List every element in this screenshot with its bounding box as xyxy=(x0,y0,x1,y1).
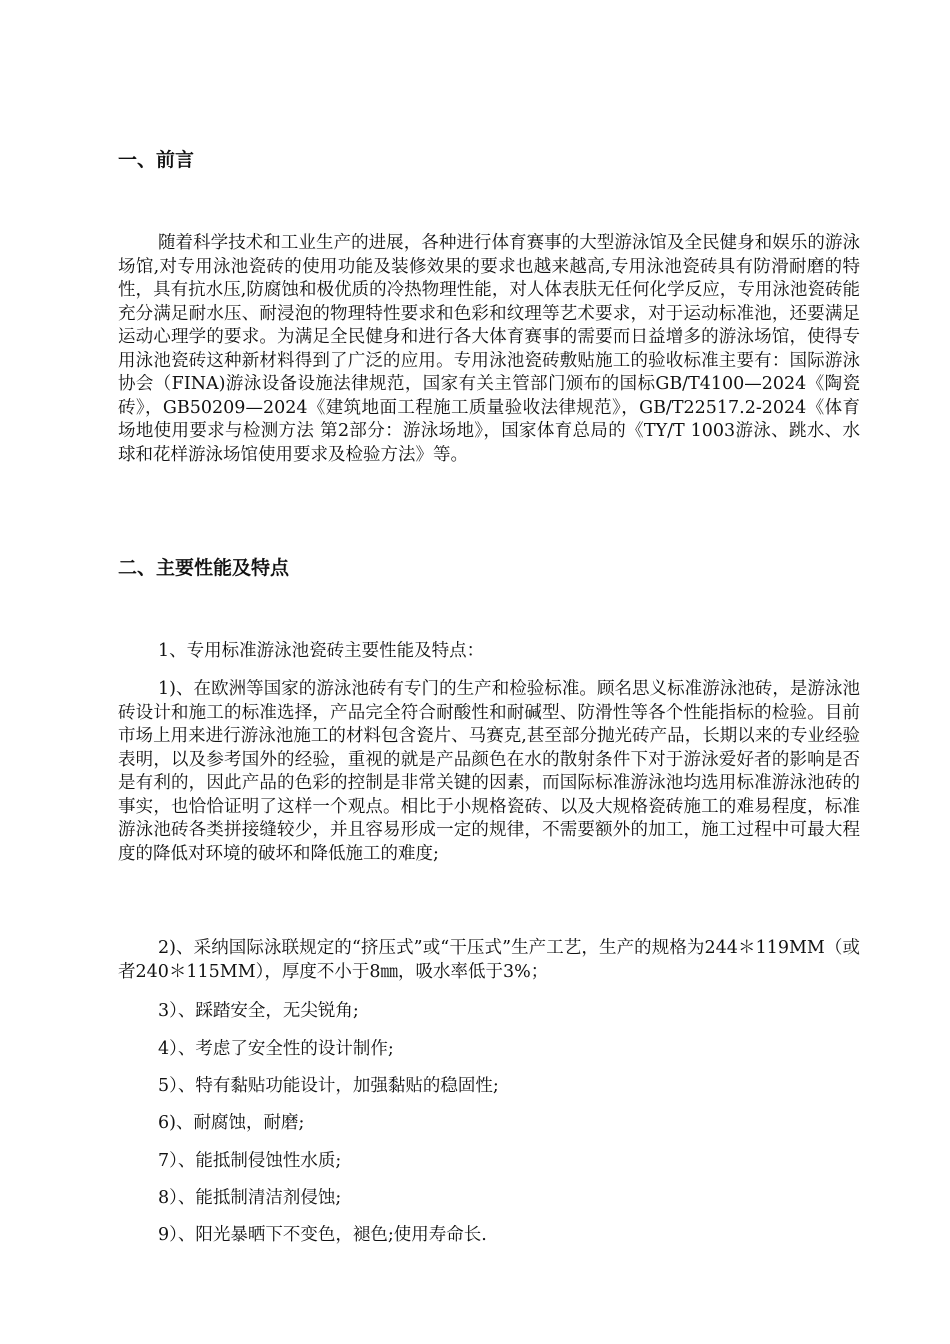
section-heading-preface: 一、前言 xyxy=(118,149,195,171)
section-heading-features: 二、主要性能及特点 xyxy=(118,557,290,579)
feature-paragraph-2: 2)、采纳国际泳联规定的“挤压式”或“干压式”生产工艺，生产的规格为244＊119MM（或者240＊115MM），厚度不小于8㎜，吸水率低于3%； xyxy=(118,938,860,982)
feature-paragraph-1: 1)、在欧洲等国家的游泳池砖有专门的生产和检验标准。顾名思义标准游泳池砖，是游泳池砖设计和施工的标准选择，产品完全符合耐酸性和耐碱型、防滑性等各个性能指标的检验。目前市场上用来进行游泳池施工的材料包含瓷片、马赛克,甚至部分抛光砖产品，长期以来的专业经验表明，以及参考国外的经验，重视的就是产品颜色在水的散射条件下对于游泳爱好者的影响是否是有利的，因此产品的色彩的控制是非常关键的因素，而国际标准游泳池均选用标准游泳池砖的事实，也恰恰证明了这样一个观点。相比于小规格瓷砖、以及大规格瓷砖施工的难易程度，标准游泳池砖各类拼接缝较少，并且容易形成一定的规律，不需要额外的加工，施工过程中可最大程度的降低对环境的破坏和降低施工的难度; xyxy=(118,679,860,864)
feature-item: 7）、能抵制侵蚀性水质; xyxy=(158,1151,342,1171)
features-intro: 1、专用标准游泳池瓷砖主要性能及特点： xyxy=(158,641,485,661)
feature-item: 4）、考虑了安全性的设计制作; xyxy=(158,1039,394,1059)
feature-item: 6)、耐腐蚀，耐磨; xyxy=(158,1113,305,1133)
feature-item: 8）、能抵制清洁剂侵蚀; xyxy=(158,1188,342,1208)
feature-item: 5）、特有黏贴功能设计，加强黏贴的稳固性; xyxy=(158,1076,499,1096)
feature-item: 3）、踩踏安全，无尖锐角; xyxy=(158,1001,359,1021)
feature-item: 9）、阳光暴晒下不变色，褪色;使用寿命长. xyxy=(158,1225,487,1245)
preface-paragraph: 随着科学技术和工业生产的进展，各种进行体育赛事的大型游泳馆及全民健身和娱乐的游泳场馆,对专用泳池瓷砖的使用功能及装修效果的要求也越来越高,专用泳池瓷砖具有防滑耐磨的特性，具有抗水压,防腐蚀和极优质的冷热物理性能，对人体表肤无任何化学反应，专用泳池瓷砖能充分满足耐水压、耐浸泡的物理特性要求和色彩和纹理等艺术要求，对于运动标准池，还要满足运动心理学的要求。为满足全民健身和进行各大体育赛事的需要而日益增多的游泳场馆，使得专用泳池瓷砖这种新材料得到了广泛的应用。专用泳池瓷砖敷贴施工的验收标准主要有：国际游泳协会（FINA)游泳设备设施法律规范，国家有关主管部门颁布的国标GB/T4100—2024《陶瓷砖》，GB50209—2024《建筑地面工程施工质量验收法律规范》，GB/T22517.2-2024《体育场地使用要求与检测方法 第2部分：游泳场地》，国家体育总局的《TY/T 1003游泳、跳水、水球和花样游泳场馆使用要求及检验方法》等。 xyxy=(118,233,860,465)
